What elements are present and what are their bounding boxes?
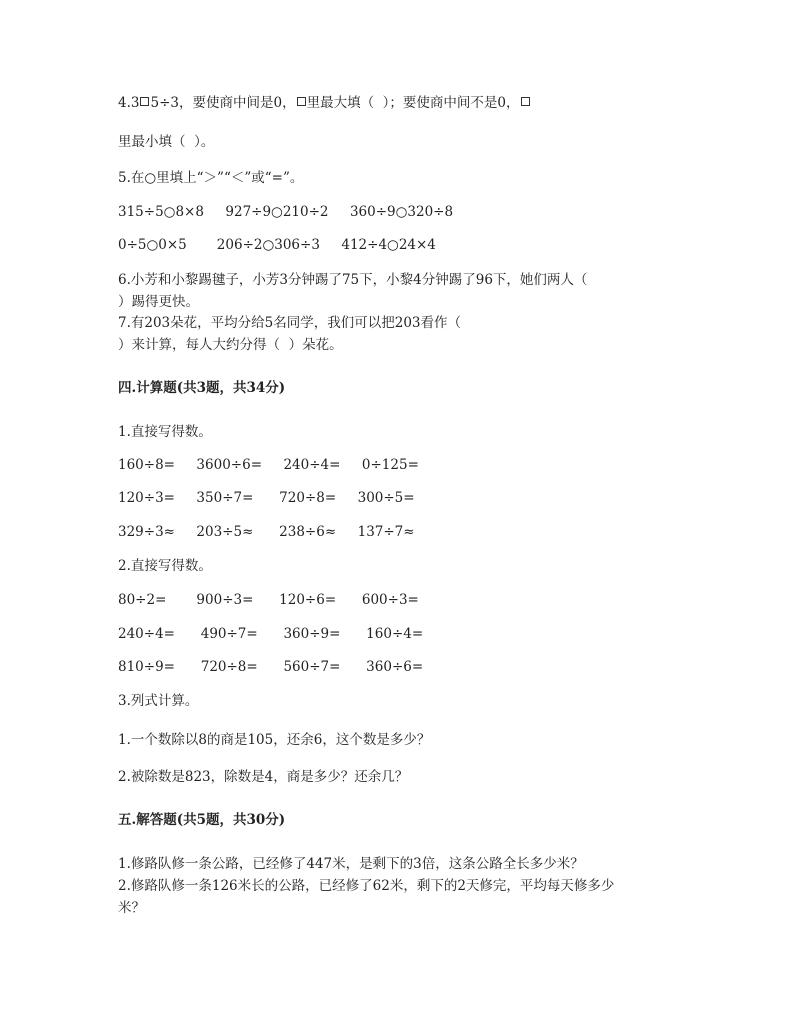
q5-row: 315÷5○8×8 927÷9○210÷2 360÷9○320÷8: [118, 204, 454, 220]
word-problem-line2: 米？: [118, 900, 145, 916]
calc-row: 80÷2= 900÷3= 120÷6= 600÷3=: [118, 592, 419, 608]
q4-text-a: 4.3: [118, 95, 140, 111]
blank-box-icon: [140, 97, 149, 106]
calc-part3-question: 1.一个数除以8的商是105，还余6，这个数是多少？: [118, 732, 431, 748]
q6-line2: ）踢得更快。: [118, 294, 199, 310]
q6-line1: 6.小芳和小黎踢毽子，小芳3分钟踢了75下，小黎4分钟踢了96下，她们两人（: [118, 272, 588, 288]
calc-row: 120÷3= 350÷7= 720÷8= 300÷5=: [118, 490, 415, 506]
q7-line1: 7.有203朵花，平均分给5名同学，我们可以把203看作（: [118, 315, 462, 331]
q4-line1: [118, 94, 531, 112]
blank-box-icon: [297, 97, 306, 106]
calc-row: 329÷3≈ 203÷5≈ 238÷6≈ 137÷7≈: [118, 524, 415, 540]
section-4-title: 四.计算题(共3题，共34分): [118, 380, 286, 396]
q4-line2: 里最小填（ ）。: [118, 134, 215, 150]
q4-text-c: 里最大填（ ）；要使商中间不是0，: [306, 95, 520, 111]
q7-line2: ）来计算，每人大约分得（ ）朵花。: [118, 337, 343, 353]
calc-part3-question: 2.被除数是823，除数是4，商是多少？还余几？: [118, 769, 409, 785]
calc-part1-title: 1.直接写得数。: [118, 424, 212, 440]
q5-row: 0÷5○0×5 206÷2○306÷3 412÷4○24×4: [118, 237, 436, 253]
calc-part2-title: 2.直接写得数。: [118, 558, 212, 574]
section-5-title: 五.解答题(共5题，共30分): [118, 812, 286, 828]
calc-row: 240÷4= 490÷7= 360÷9= 160÷4=: [118, 626, 424, 642]
q5-prompt: 5.在○里填上“＞”“＜”或“=”。: [118, 170, 304, 186]
blank-box-icon: [521, 97, 530, 106]
calc-row: 810÷9= 720÷8= 560÷7= 360÷6=: [118, 659, 424, 675]
calc-part3-title: 3.列式计算。: [118, 693, 199, 709]
word-problem-line1: 2.修路队修一条126米长的公路，已经修了62米，剩下的2天修完，平均每天修多少: [118, 878, 615, 894]
q4-text-b: 5÷3，要使商中间是0，: [150, 95, 296, 111]
word-problem: 1.修路队修一条公路，已经修了447米，是剩下的3倍，这条公路全长多少米？: [118, 856, 584, 872]
calc-row: 160÷8= 3600÷6= 240÷4= 0÷125=: [118, 457, 419, 473]
